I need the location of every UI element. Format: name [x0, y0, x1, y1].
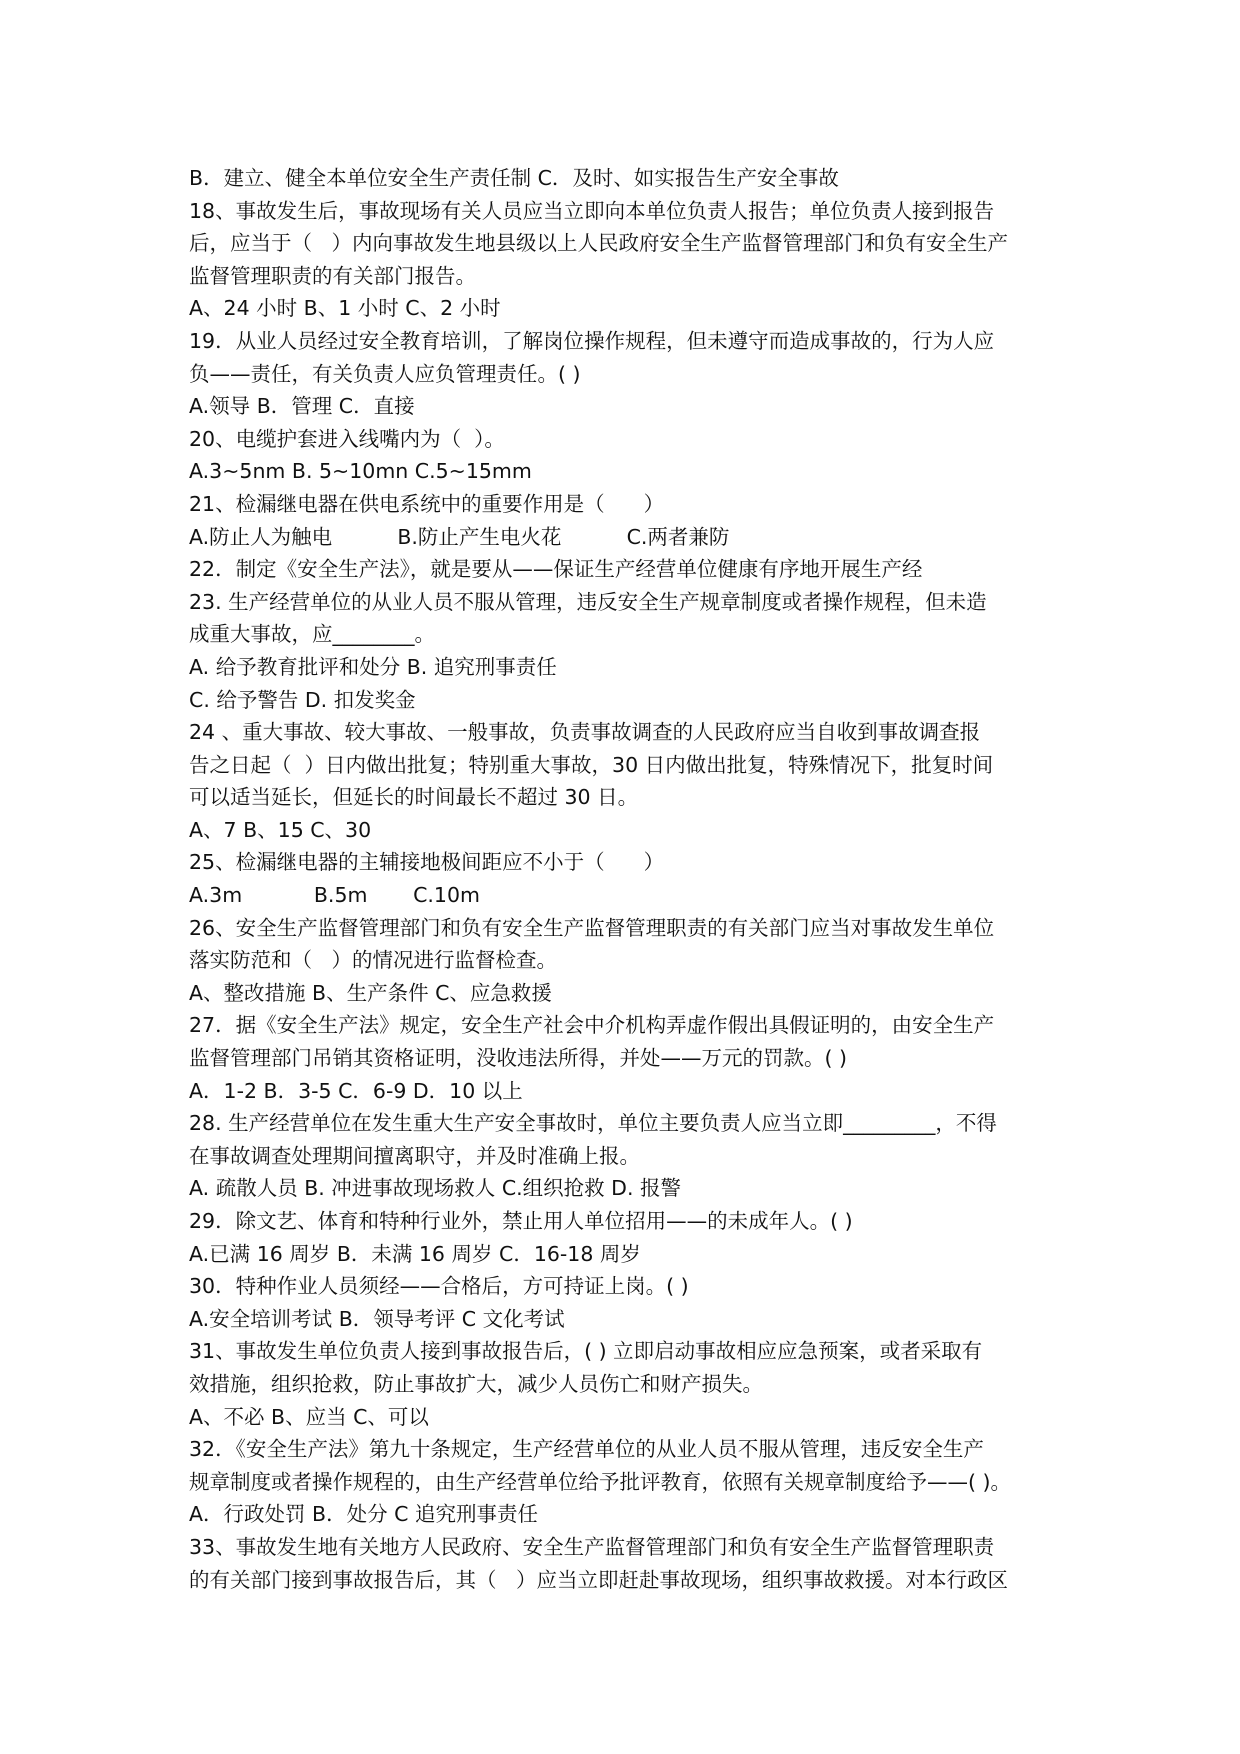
text-line: 落实防范和（ ）的情况进行监督检查。 [189, 948, 558, 973]
text-line: 后，应当于（ ）内向事故发生地县级以上人民政府安全生产监督管理部门和负有安全生产 [189, 231, 1009, 256]
text-line: 33、事故发生地有关地方人民政府、安全生产监督管理部门和负有安全生产监督管理职责 [189, 1534, 995, 1559]
text-line: 监督管理部门吊销其资格证明，没收违法所得，并处——万元的罚款。( ) [189, 1046, 848, 1071]
text-line: 成重大事故，应________。 [189, 622, 435, 647]
text-line: A.防止人为触电 B.防止产生电火花 C.两者兼防 [189, 524, 730, 549]
text-line: 20、电缆护套进入线嘴内为（ ）。 [189, 426, 505, 451]
text-line: 负——责任，有关负责人应负管理责任。( ) [189, 361, 581, 386]
text-line: A.领导 B．管理 C．直接 [189, 394, 415, 419]
text-line: A、7 B、15 C、30 [189, 817, 372, 842]
text-line: 21、检漏继电器在供电系统中的重要作用是（ ） [189, 491, 665, 516]
text-line: 26、安全生产监督管理部门和负有安全生产监督管理职责的有关部门应当对事故发生单位 [189, 915, 995, 940]
text-line: 27．据《安全生产法》规定，安全生产社会中介机构弄虚作假出具假证明的，由安全生产 [189, 1013, 995, 1038]
text-line: 22．制定《安全生产法》，就是要从——保证生产经营单位健康有序地开展生产经 [189, 557, 923, 582]
text-line: 在事故调查处理期间擅离职守，并及时准确上报。 [189, 1143, 640, 1168]
text-line: 18、事故发生后，事故现场有关人员应当立即向本单位负责人报告；单位负责人接到报告 [189, 198, 995, 223]
text-line: A.3m B.5m C.10m [189, 883, 480, 908]
text-line: 效措施，组织抢救，防止事故扩大，减少人员伤亡和财产损失。 [189, 1371, 763, 1396]
text-line: A．行政处罚 B．处分 C 追究刑事责任 [189, 1502, 538, 1527]
text-line: 告之日起（ ）日内做出批复；特别重大事故，30 日内做出批复，特殊情况下，批复时间 [189, 752, 994, 777]
text-line: 28. 生产经营单位在发生重大生产安全事故时，单位主要负责人应当立即_________，不得 [189, 1111, 997, 1136]
text-line: A.已满 16 周岁 B．未满 16 周岁 C．16-18 周岁 [189, 1241, 641, 1266]
text-line: C. 给予警告 D. 扣发奖金 [189, 687, 416, 712]
text-line: A、整改措施 B、生产条件 C、应急救援 [189, 980, 552, 1005]
text-line: 31、事故发生单位负责人接到事故报告后，( ) 立即启动事故相应应急预案，或者采取有 [189, 1339, 983, 1364]
text-line: 24 、重大事故、较大事故、一般事故，负责事故调查的人民政府应当自收到事故调查报 [189, 720, 981, 745]
text-line: 32．《安全生产法》第九十条规定，生产经营单位的从业人员不服从管理，违反安全生产 [189, 1437, 984, 1462]
text-line: A.安全培训考试 B．领导考评 C 文化考试 [189, 1306, 565, 1331]
text-line: A、24 小时 B、1 小时 C、2 小时 [189, 296, 501, 321]
text-line: 监督管理职责的有关部门报告。 [189, 263, 476, 288]
text-line: A. 给予教育批评和处分 B. 追究刑事责任 [189, 654, 557, 679]
text-line: 25、检漏继电器的主辅接地极间距应不小于（ ） [189, 850, 665, 875]
text-line: A、不必 B、应当 C、可以 [189, 1404, 429, 1429]
text-line: 23. 生产经营单位的从业人员不服从管理，违反安全生产规章制度或者操作规程，但未造 [189, 589, 987, 614]
text-line: 29．除文艺、体育和特种行业外，禁止用人单位招用——的未成年人。( ) [189, 1209, 853, 1233]
text-line: 可以适当延长，但延长的时间最长不超过 30 日。 [189, 785, 639, 810]
document-body [189, 162, 1069, 1596]
text-line: B．建立、健全本单位安全生产责任制 C．及时、如实报告生产安全事故 [189, 166, 839, 190]
text-line: 的有关部门接到事故报告后，其（ ）应当立即赶赴事故现场，组织事故救援。对本行政区 [189, 1567, 1009, 1592]
text-line: 30．特种作业人员须经——合格后，方可持证上岗。( ) [189, 1274, 689, 1299]
text-line: A.3~5nm B. 5~10mn C.5~15mm [189, 459, 532, 484]
text-line: A. 疏散人员 B. 冲进事故现场救人 C.组织抢救 D. 报警 [189, 1176, 681, 1201]
text-line: 规章制度或者操作规程的，由生产经营单位给予批评教育，依照有关规章制度给予——( )。 [189, 1469, 1012, 1494]
text-line: 19．从业人员经过安全教育培训，了解岗位操作规程，但未遵守而造成事故的，行为人应 [189, 328, 995, 353]
text-line: A．1-2 B．3-5 C．6-9 D．10 以上 [189, 1078, 523, 1103]
